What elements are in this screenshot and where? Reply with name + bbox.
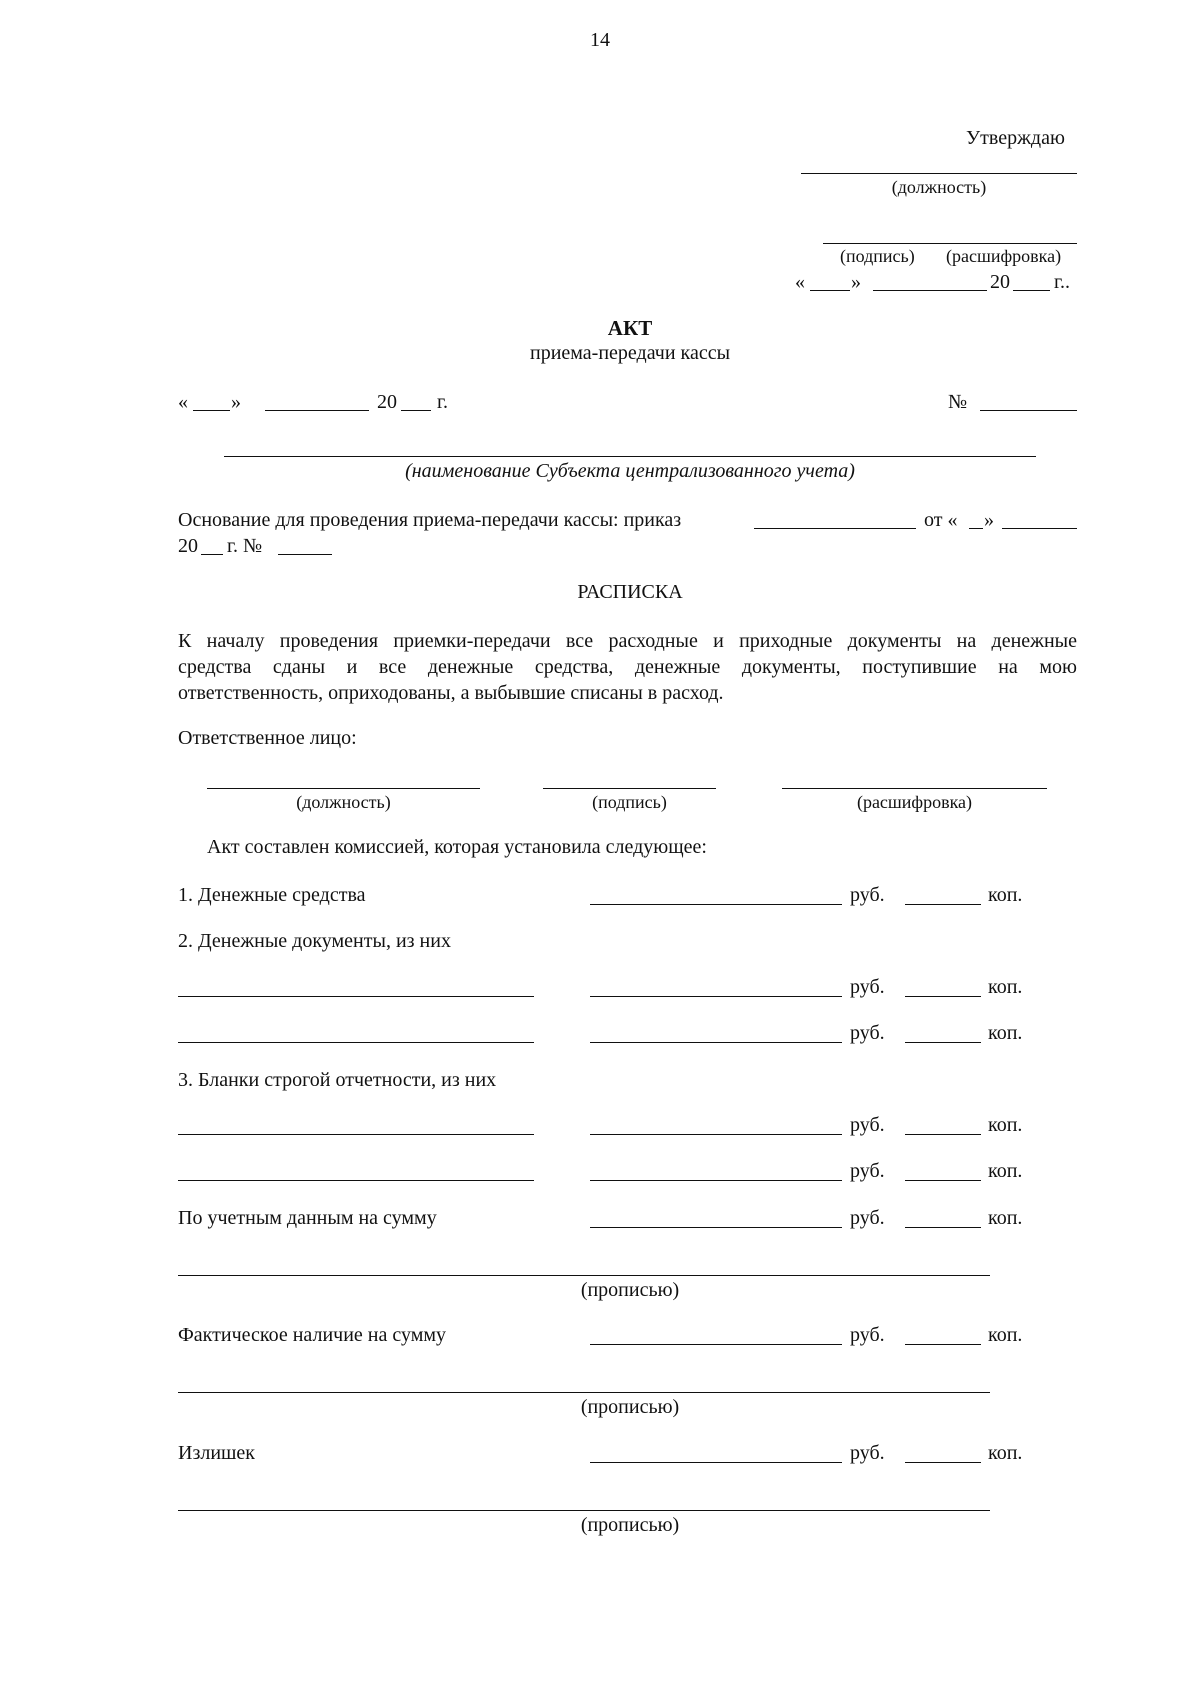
strict-forms-row-1-rub-line <box>590 1134 842 1135</box>
strict-forms-row-2-kop-line <box>905 1180 981 1181</box>
actual-sum-rub-label: руб. <box>850 1324 885 1346</box>
strict-forms-row-1-rub-label: руб. <box>850 1114 885 1136</box>
item-cash-rub-label: руб. <box>850 884 885 906</box>
item-money-docs-label: 2. Денежные документы, из них <box>178 930 451 952</box>
money-docs-row-2-rub-line <box>590 1042 842 1043</box>
actual-words-line <box>178 1392 990 1393</box>
money-docs-row-1-rub-label: руб. <box>850 976 885 998</box>
strict-forms-row-1-kop-line <box>905 1134 981 1135</box>
act-year-line <box>401 410 431 411</box>
money-docs-row-1-kop-label: коп. <box>988 976 1023 998</box>
surplus-words-caption: (прописью) <box>580 1514 680 1536</box>
basis-year-prefix: 20 <box>178 535 198 557</box>
approval-date-open-quote: « <box>795 271 805 293</box>
subject-name-line <box>224 456 1036 457</box>
approval-day-line <box>810 290 850 291</box>
accounting-words-caption: (прописью) <box>580 1279 680 1301</box>
receipt-line-3: ответственность, оприходованы, а выбывшие списаны в расход. <box>178 682 724 704</box>
item-cash-kop-line <box>905 904 981 905</box>
commission-statement: Акт составлен комиссией, которая установила следующее: <box>207 836 707 858</box>
act-day-line <box>193 410 230 411</box>
basis-month-line <box>1002 528 1077 529</box>
basis-text: Основание для проведения приема-передачи кассы: приказ <box>178 509 682 531</box>
accounting-sum-rub-line <box>590 1227 842 1228</box>
responsible-decoding-caption: (расшифровка) <box>856 792 973 812</box>
basis-year-line <box>201 554 223 555</box>
accounting-sum-rub-label: руб. <box>850 1207 885 1229</box>
money-docs-row-1-name-line <box>178 996 534 997</box>
act-month-line <box>265 410 369 411</box>
money-docs-row-2-kop-label: коп. <box>988 1022 1023 1044</box>
money-docs-row-1-rub-line <box>590 996 842 997</box>
receipt-heading: РАСПИСКА <box>577 581 683 603</box>
approval-signature-caption: (подпись) <box>840 246 915 266</box>
responsible-signature-caption: (подпись) <box>592 792 667 812</box>
surplus-rub-line <box>590 1462 842 1463</box>
approval-year-line <box>1013 290 1050 291</box>
money-docs-row-2-name-line <box>178 1042 534 1043</box>
strict-forms-row-2-rub-label: руб. <box>850 1160 885 1182</box>
approval-position-line <box>801 173 1077 174</box>
accounting-sum-kop-label: коп. <box>988 1207 1023 1229</box>
item-strict-forms-label: 3. Бланки строгой отчетности, из них <box>178 1069 497 1091</box>
strict-forms-row-1-name-line <box>178 1134 534 1135</box>
responsible-signature-line <box>543 788 716 789</box>
basis-order-line <box>754 528 916 529</box>
act-date-open-quote: « <box>178 391 188 413</box>
responsible-decoding-line <box>782 788 1047 789</box>
surplus-kop-line <box>905 1462 981 1463</box>
responsible-position-line <box>207 788 480 789</box>
document-subtitle: приема-передачи кассы <box>529 342 731 364</box>
surplus-words-line <box>178 1510 990 1511</box>
surplus-label: Излишек <box>178 1442 256 1464</box>
basis-year-suffix: г. № <box>227 535 263 557</box>
money-docs-row-2-kop-line <box>905 1042 981 1043</box>
basis-close-quote: » <box>984 509 994 531</box>
act-year-prefix: 20 <box>377 391 397 413</box>
actual-sum-label: Фактическое наличие на сумму <box>178 1324 447 1346</box>
approval-year-suffix: г.. <box>1054 271 1070 293</box>
receipt-line-1: К началу проведения приемки-передачи все расходные и приходные документы на денежные <box>178 630 1077 652</box>
strict-forms-row-1-kop-label: коп. <box>988 1114 1023 1136</box>
surplus-rub-label: руб. <box>850 1442 885 1464</box>
strict-forms-row-2-kop-label: коп. <box>988 1160 1023 1182</box>
item-cash-label: 1. Денежные средства <box>178 884 366 906</box>
money-docs-row-1-kop-line <box>905 996 981 997</box>
approval-decoding-caption: (расшифровка) <box>946 246 1062 266</box>
act-number-label: № <box>948 391 968 413</box>
approval-signature-line <box>823 243 1077 244</box>
page-number: 14 <box>590 29 610 51</box>
actual-sum-kop-line <box>905 1344 981 1345</box>
basis-from-label: от « <box>924 509 958 531</box>
basis-day-line <box>969 528 983 529</box>
strict-forms-row-2-name-line <box>178 1180 534 1181</box>
approval-position-caption: (должность) <box>891 177 987 197</box>
strict-forms-row-2-rub-line <box>590 1180 842 1181</box>
approve-heading: Утверждаю <box>966 127 1065 149</box>
actual-words-caption: (прописью) <box>580 1396 680 1418</box>
accounting-sum-kop-line <box>905 1227 981 1228</box>
item-cash-kop-label: коп. <box>988 884 1023 906</box>
act-date-close-quote: » <box>231 391 241 413</box>
surplus-kop-label: коп. <box>988 1442 1023 1464</box>
approval-year-prefix: 20 <box>990 271 1010 293</box>
accounting-sum-label: По учетным данным на сумму <box>178 1207 437 1229</box>
approval-date-close-quote: » <box>851 271 861 293</box>
responsible-position-caption: (должность) <box>296 792 391 812</box>
receipt-line-2: средства сданы и все денежные средства, денежные документы, поступившие на мою <box>178 656 1077 678</box>
basis-number-line <box>278 554 332 555</box>
subject-name-caption: (наименование Субъекта централизованного учета) <box>405 460 855 482</box>
document-title: АКТ <box>607 316 653 340</box>
responsible-person-label: Ответственное лицо: <box>178 727 357 749</box>
act-number-line <box>980 410 1077 411</box>
act-year-suffix: г. <box>437 391 448 413</box>
accounting-words-line <box>178 1275 990 1276</box>
money-docs-row-2-rub-label: руб. <box>850 1022 885 1044</box>
item-cash-rub-line <box>590 904 842 905</box>
approval-month-line <box>873 290 987 291</box>
actual-sum-rub-line <box>590 1344 842 1345</box>
actual-sum-kop-label: коп. <box>988 1324 1023 1346</box>
